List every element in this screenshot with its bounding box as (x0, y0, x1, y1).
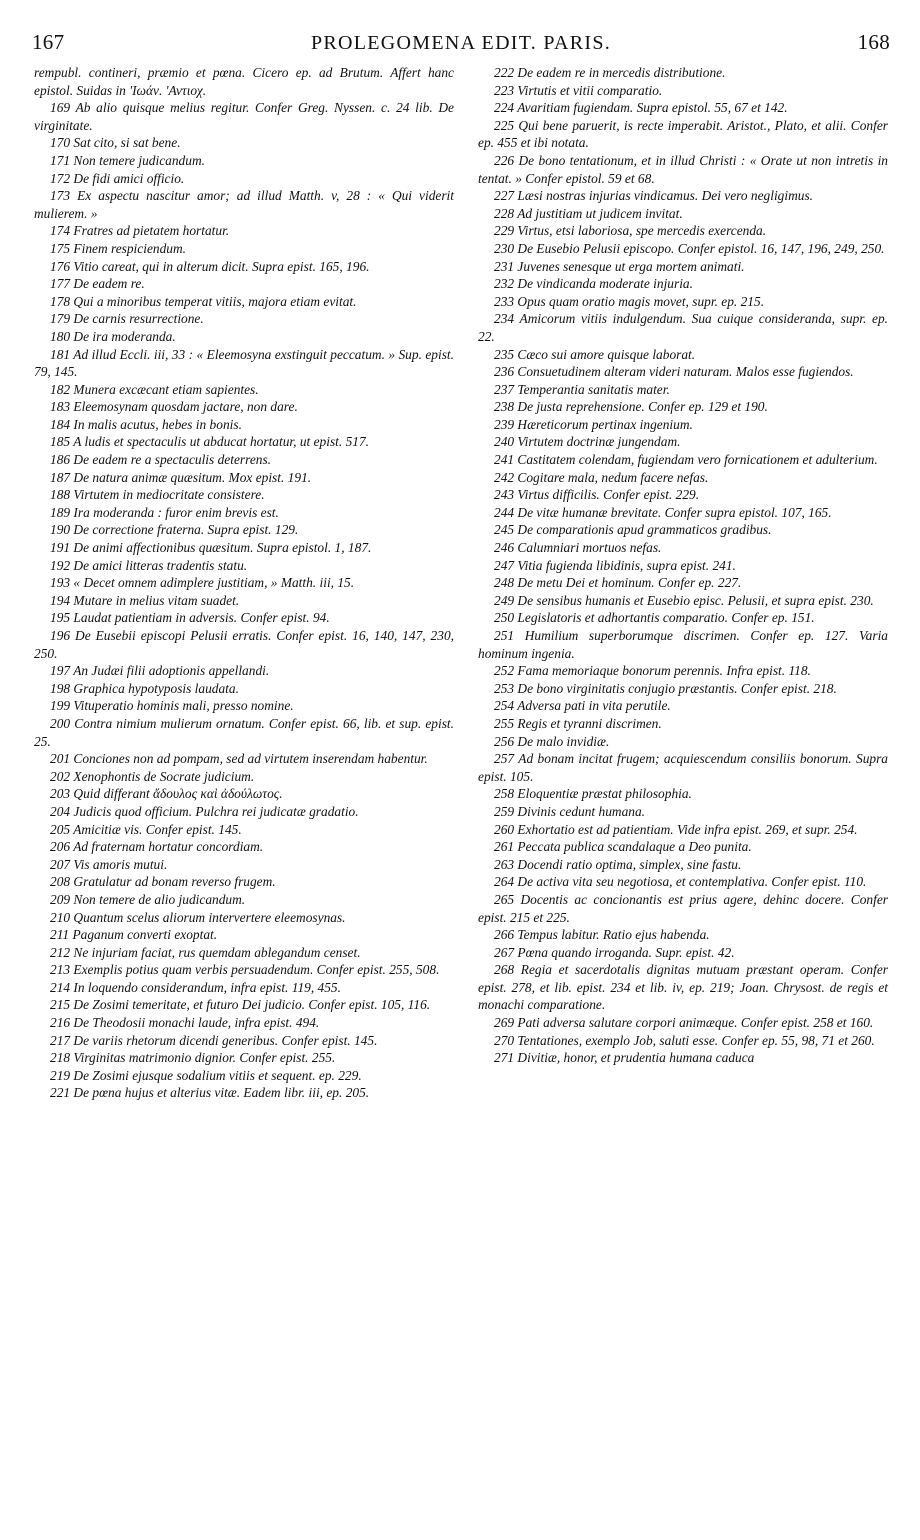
index-entry: 219 De Zosimi ejusque sodalium vitiis et sequent. ep. 229. (50, 1067, 362, 1083)
index-entry: 181 Ad illud Eccli. iii, 33 : « Eleemosyna exstinguit peccatum. » Sup. epist. 79, 145. (34, 346, 454, 380)
index-entry: 200 Contra nimium mulierum ornatum. Confer epist. 66, lib. et sup. epist. 25. (34, 715, 454, 749)
index-entry: 225 Qui bene paruerit, is recte imperabit. Aristot., Plato, et alii. Confer ep. 455 et ibi notata. (478, 117, 888, 151)
index-entry: 254 Adversa pati in vita perutile. (494, 698, 671, 714)
index-entry: 213 Exemplis potius quam verbis persuadendum. Confer epist. 255, 508. (50, 962, 440, 978)
index-entry: 241 Castitatem colendam, fugiendam vero fornicationem et adulterium. (494, 452, 878, 468)
index-entry: 177 De eadem re. (50, 276, 145, 292)
running-title: PROLEGOMENA EDIT. PARIS. (310, 32, 612, 54)
index-entry: 234 Amicorum vitiis indulgendum. Sua cuique consideranda, supr. ep. 22. (478, 311, 888, 344)
index-entry: 246 Calumniari mortuos nefas. (494, 540, 662, 556)
index-entry: 253 De bono virginitatis conjugio præstantis. Confer epist. 218. (494, 680, 837, 696)
index-entry: 248 De metu Dei et hominum. Confer ep. 227. (494, 575, 742, 591)
index-entry: 217 De variis rhetorum dicendi generibus. Confer epist. 145. (50, 1032, 378, 1048)
index-entry: 230 De Eusebio Pelusii episcopo. Confer epistol. 16, 147, 196, 249, 250. (494, 240, 885, 256)
index-entry: 267 Pœna quando irroganda. Supr. epist. 42. (494, 944, 735, 960)
index-entry: 203 Quid differant ἄδουλος καὶ ἀδούλωτος. (50, 786, 283, 802)
index-entry: 190 De correctione fraterna. Supra epist. 129. (50, 522, 299, 538)
index-entry: 191 De animi affectionibus quæsitum. Supra epistol. 1, 187. (50, 540, 372, 556)
index-entry: 257 Ad bonam incitat frugem; acquiescendum consiliis bonorum. Supra epist. 105. (478, 751, 888, 784)
index-entry: 171 Non temere judicandum. (50, 152, 205, 168)
index-entry: 193 « Decet omnem adimplere justitiam, » Matth. iii, 15. (50, 575, 355, 591)
index-entry: 261 Peccata publica scandalaque a Deo punita. (494, 839, 752, 855)
index-entry: 212 Ne injuriam faciat, rus quemdam ablegandum censet. (50, 944, 361, 960)
index-entry: 250 Legislatoris et adhortantis comparatio. Confer ep. 151. (494, 610, 815, 626)
index-entry: 221 De pœna hujus et alterius vitæ. Eadem libr. iii, ep. 205. (50, 1085, 370, 1101)
index-entry: 232 De vindicanda moderate injuria. (494, 276, 693, 292)
index-entry: 205 Amicitiæ vis. Confer epist. 145. (50, 821, 242, 837)
index-entry: 268 Regia et sacerdotalis dignitas mutuam præstant operam. Confer epist. 278, et lib. epist. 234 et lib. iv, ep. 219; Joan. Chrysost. de regis et monachi comparatione. (478, 962, 888, 1013)
index-entry: 187 De natura animæ quæsitum. Mox epist. 191. (50, 469, 312, 485)
index-entry: 263 Docendi ratio optima, simplex, sine fastu. (494, 856, 742, 872)
index-entry: 215 De Zosimi temeritate, et futuro Dei judicio. Confer epist. 105, 116. (50, 997, 431, 1013)
index-entry: 170 Sat cito, si sat bene. (50, 135, 181, 151)
index-entry: 209 Non temere de alio judicandum. (50, 891, 246, 907)
index-entry: 255 Regis et tyranni discrimen. (494, 715, 662, 731)
index-entry: 189 Ira moderanda : furor enim brevis est. (50, 504, 279, 520)
index-entry: 226 De bono tentationum, et in illud Christi : « Orate ut non intretis in tentat. » Confer epistol. 59 et 68. (478, 152, 888, 186)
index-entry: 196 De Eusebii episcopi Pelusii erratis. Confer epist. 16, 140, 147, 230, 250. (34, 628, 454, 661)
index-entry: 258 Eloquentiæ præstat philosophia. (494, 786, 692, 802)
left-page-number: 167 (32, 30, 65, 54)
index-entry: 182 Munera excæcant etiam sapientes. (50, 381, 259, 397)
index-entry: 238 De justa reprehensione. Confer ep. 129 et 190. (494, 399, 768, 415)
index-entry: 231 Juvenes senesque ut erga mortem animati. (494, 258, 745, 274)
index-entry: 180 De ira moderanda. (50, 328, 176, 344)
index-entry: 184 In malis acutus, hebes in bonis. (50, 416, 242, 432)
index-entry: 251 Humilium superborumque discrimen. Confer ep. 127. Varia hominum ingenia. (478, 628, 888, 661)
index-entry: 271 Divitiæ, honor, et prudentia humana caduca (494, 1050, 755, 1066)
right-page-number: 168 (857, 30, 890, 54)
index-entry: 195 Laudat patientiam in adversis. Confer epist. 94. (50, 610, 330, 626)
index-entry: 265 Docentis ac concionantis est prius agere, dehinc docere. Confer epist. 215 et 225. (478, 891, 888, 925)
index-entry: 214 In loquendo considerandum, infra epist. 119, 455. (50, 979, 341, 995)
index-entry: 201 Conciones non ad pompam, sed ad virtutem inserendam habentur. (50, 751, 428, 767)
index-entry: 245 De comparationis apud grammaticos gradibus. (494, 522, 772, 538)
index-entry: 252 Fama memoriaque bonorum perennis. Infra epist. 118. (494, 663, 811, 679)
index-entry: 202 Xenophontis de Socrate judicium. (50, 768, 255, 784)
index-entry: 206 Ad fraternam hortatur concordiam. (50, 839, 264, 855)
index-entry: 223 Virtutis et vitii comparatio. (494, 82, 663, 98)
index-entry: 210 Quantum scelus aliorum intervertere eleemosynas. (50, 909, 346, 925)
index-entry: 183 Eleemosynam quosdam jactare, non dare. (50, 399, 298, 415)
index-entry: 227 Læsi nostras injurias vindicamus. Dei vero negligimus. (494, 188, 814, 204)
index-entry: 174 Fratres ad pietatem hortatur. (50, 223, 230, 239)
index-entry: 242 Cogitare mala, nedum facere nefas. (494, 469, 709, 485)
index-entry: 194 Mutare in melius vitam suadet. (50, 592, 240, 608)
index-entry: 239 Hæreticorum pertinax ingenium. (494, 416, 693, 432)
index-entry: 178 Qui a minoribus temperat vitiis, majora etiam evitat. (50, 293, 357, 309)
index-entry: 204 Judicis quod officium. Pulchra rei judicatæ gradatio. (50, 803, 359, 819)
index-entry: 229 Virtus, etsi laboriosa, spe mercedis exercenda. (494, 223, 767, 239)
index-entry: 264 De activa vita seu negotiosa, et contemplativa. Confer epist. 110. (494, 874, 867, 890)
right-column (478, 64, 888, 1067)
index-entry: 236 Consuetudinem alteram videri naturam. Malos esse fugiendos. (494, 364, 854, 380)
index-entry: 197 An Judæi filii adoptionis appellandi. (50, 663, 270, 679)
index-entry: 185 A ludis et spectaculis ut abducat hortatur, ut epist. 517. (50, 434, 370, 450)
index-entry: 208 Gratulatur ad bonam reverso frugem. (50, 874, 276, 890)
index-entry: 240 Virtutem doctrinæ jungendam. (494, 434, 681, 450)
index-entry: 173 Ex aspectu nascitur amor; ad illud Matth. v, 28 : « Qui viderit mulierem. » (34, 188, 454, 221)
index-entry: 235 Cæco sui amore quisque laborat. (494, 346, 696, 362)
index-entry: 169 Ab alio quisque melius regitur. Confer Greg. Nyssen. c. 24 lib. De virginitate. (34, 100, 454, 133)
index-entry: 207 Vis amoris mutui. (50, 856, 168, 872)
index-entry: 270 Tentationes, exemplo Job, saluti esse. Confer ep. 55, 98, 71 et 260. (494, 1032, 875, 1048)
index-entry: 176 Vitio careat, qui in alterum dicit. Supra epist. 165, 196. (50, 258, 370, 274)
index-entry: rempubl. contineri, præmio et pœna. Cicero ep. ad Brutum. Affert hanc epistol. Suidas in 'Ιωάν. 'Αντιοχ. (34, 65, 454, 98)
index-entry: 222 De eadem re in mercedis distributione. (494, 65, 726, 80)
index-entry: 259 Divinis cedunt humana. (494, 803, 645, 819)
left-column (34, 64, 454, 1102)
running-header (32, 30, 890, 64)
index-entry: 228 Ad justitiam ut judicem invitat. (494, 205, 683, 221)
index-entry: 249 De sensibus humanis et Eusebio episc. Pelusii, et supra epist. 230. (494, 592, 874, 608)
index-entry: 266 Tempus labitur. Ratio ejus habenda. (494, 927, 710, 943)
index-entry: 175 Finem respiciendum. (50, 240, 186, 256)
index-entry: 211 Paganum converti exoptat. (50, 927, 218, 943)
index-entry: 269 Pati adversa salutare corpori animæque. Confer epist. 258 et 160. (494, 1015, 874, 1031)
index-entry: 192 De amici litteras tradentis statu. (50, 557, 248, 573)
index-entry: 172 De fidi amici officio. (50, 170, 185, 186)
index-entry: 233 Opus quam oratio magis movet, supr. ep. 215. (494, 293, 765, 309)
index-entry: 256 De malo invidiæ. (494, 733, 610, 749)
index-entry: 247 Vitia fugienda libidinis, supra epist. 241. (494, 557, 736, 573)
index-entry: 224 Avaritiam fugiendam. Supra epistol. 55, 67 et 142. (494, 100, 788, 116)
index-entry: 198 Graphica hypotyposis laudata. (50, 680, 239, 696)
index-entry: 186 De eadem re a spectaculis deterrens. (50, 452, 272, 468)
index-entry: 260 Exhortatio est ad patientiam. Vide infra epist. 269, et supr. 254. (494, 821, 858, 837)
index-entry: 179 De carnis resurrectione. (50, 311, 204, 327)
index-entry: 188 Virtutem in mediocritate consistere. (50, 487, 265, 503)
index-entry: 216 De Theodosii monachi laude, infra epist. 494. (50, 1015, 320, 1031)
index-entry: 199 Vituperatio hominis mali, presso nomine. (50, 698, 294, 714)
index-entry: 244 De vitæ humanæ brevitate. Confer supra epistol. 107, 165. (494, 504, 832, 520)
index-entry: 243 Virtus difficilis. Confer epist. 229. (494, 487, 700, 503)
index-entry: 218 Virginitas matrimonio dignior. Confer epist. 255. (50, 1050, 336, 1066)
index-entry: 237 Temperantia sanitatis mater. (494, 381, 670, 397)
